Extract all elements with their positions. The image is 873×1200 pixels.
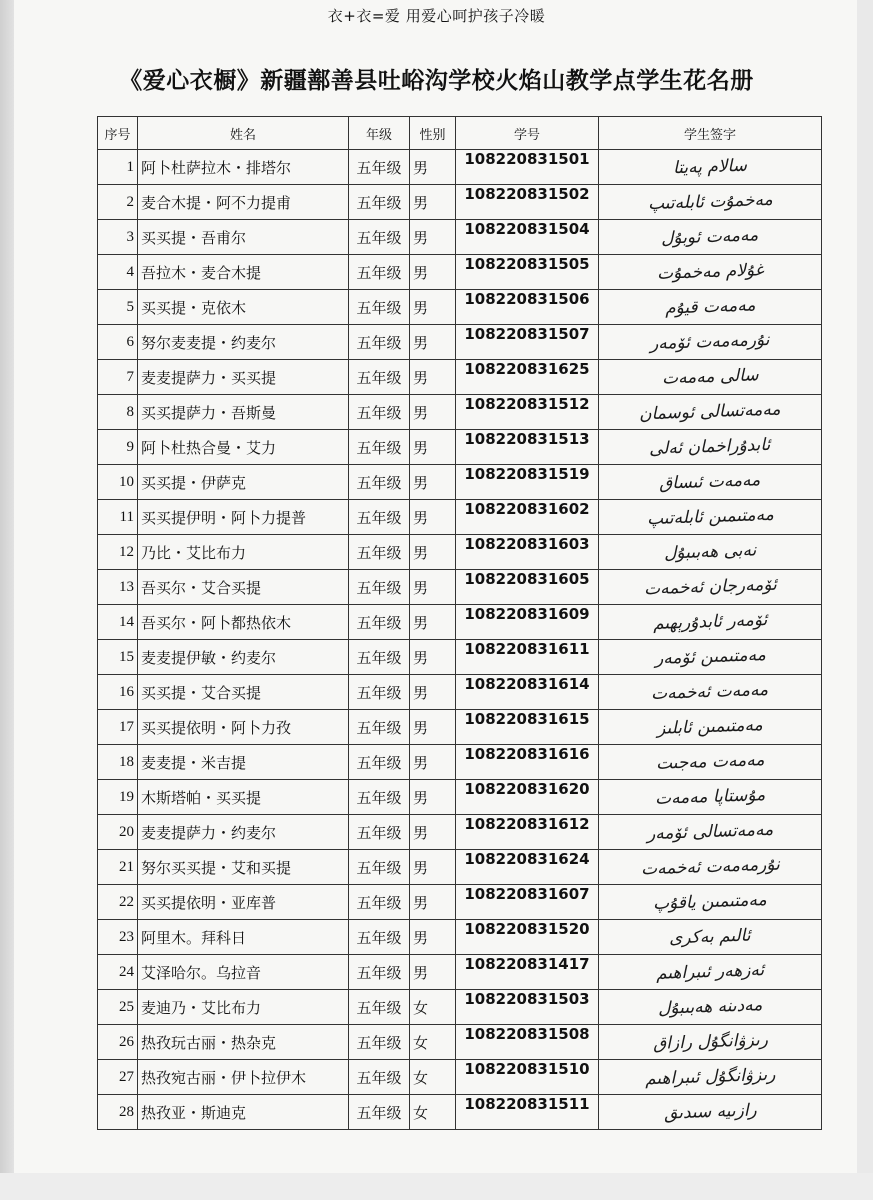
gender-cell: 男 — [410, 220, 456, 255]
gender-cell: 男 — [410, 150, 456, 185]
col-header-signature: 学生签字 — [599, 117, 822, 150]
gender-cell: 男 — [410, 535, 456, 570]
handwritten-signature: نەبى ھەبىبۇل — [663, 540, 757, 564]
handwritten-signature: ئۆمەر ئابدۇرېھىم — [652, 610, 768, 634]
handwritten-signature: نۇرمەمەت ئەخمەت — [640, 854, 780, 880]
student-name: 买买提萨力・吾斯曼 — [138, 395, 349, 430]
gender-cell: 女 — [410, 1060, 456, 1095]
grade-cell: 五年级 — [349, 570, 410, 605]
handwritten-signature: سالام پەيتا — [672, 155, 748, 179]
row-number: 2 — [98, 185, 138, 220]
signature-cell — [599, 360, 822, 395]
student-id: 108220831625 — [456, 360, 599, 395]
signature-cell — [599, 990, 822, 1025]
grade-cell: 五年级 — [349, 465, 410, 500]
gender-cell: 男 — [410, 570, 456, 605]
table-row — [98, 500, 822, 535]
handwritten-signature: نۇرمەمەت ئۆمەر — [649, 329, 771, 355]
col-header-no: 序号 — [98, 117, 138, 150]
gender-cell: 男 — [410, 920, 456, 955]
grade-cell: 五年级 — [349, 220, 410, 255]
gender-cell: 男 — [410, 605, 456, 640]
col-header-gender: 性别 — [410, 117, 456, 150]
table-row — [98, 220, 822, 255]
handwritten-signature: مەخمۇت ئابلەتىپ — [647, 189, 773, 215]
grade-cell: 五年级 — [349, 535, 410, 570]
student-name: 买买提・吾甫尔 — [138, 220, 349, 255]
signature-cell — [599, 185, 822, 220]
student-name: 热孜宛古丽・伊卜拉伊木 — [138, 1060, 349, 1095]
student-id: 108220831612 — [456, 815, 599, 850]
student-id: 108220831605 — [456, 570, 599, 605]
signature-cell — [599, 955, 822, 990]
grade-cell: 五年级 — [349, 780, 410, 815]
signature-cell — [599, 815, 822, 850]
student-name: 麦合木提・阿不力提甫 — [138, 185, 349, 220]
table-row — [98, 920, 822, 955]
handwritten-signature: مەمتىمىن ئۆمەر — [654, 645, 766, 669]
table-row — [98, 1025, 822, 1060]
signature-cell — [599, 325, 822, 360]
signature-cell — [599, 920, 822, 955]
student-name: 买买提・伊萨克 — [138, 465, 349, 500]
student-id: 108220831513 — [456, 430, 599, 465]
grade-cell: 五年级 — [349, 185, 410, 220]
grade-cell: 五年级 — [349, 1060, 410, 1095]
grade-cell: 五年级 — [349, 675, 410, 710]
row-number: 21 — [98, 850, 138, 885]
row-number: 13 — [98, 570, 138, 605]
signature-cell — [599, 780, 822, 815]
gender-cell: 男 — [410, 325, 456, 360]
signature-cell — [599, 220, 822, 255]
gender-cell: 男 — [410, 675, 456, 710]
student-id: 108220831502 — [456, 185, 599, 220]
student-id: 108220831609 — [456, 605, 599, 640]
signature-cell — [599, 570, 822, 605]
grade-cell: 五年级 — [349, 150, 410, 185]
table-row — [98, 360, 822, 395]
student-name: 阿卜杜萨拉木・排塔尔 — [138, 150, 349, 185]
student-name: 阿里木。拜科日 — [138, 920, 349, 955]
table-row — [98, 395, 822, 430]
student-name: 努尔买买提・艾和买提 — [138, 850, 349, 885]
gender-cell: 女 — [410, 1025, 456, 1060]
signature-cell — [599, 395, 822, 430]
gender-cell: 男 — [410, 500, 456, 535]
table-row — [98, 745, 822, 780]
row-number: 12 — [98, 535, 138, 570]
student-name: 麦麦提萨力・约麦尔 — [138, 815, 349, 850]
student-id: 108220831507 — [456, 325, 599, 360]
table-row — [98, 815, 822, 850]
row-number: 24 — [98, 955, 138, 990]
gender-cell: 男 — [410, 255, 456, 290]
handwritten-signature: مۇستاپا مەمەت — [654, 785, 766, 809]
student-name: 艾泽哈尔。乌拉音 — [138, 955, 349, 990]
signature-cell — [599, 640, 822, 675]
row-number: 23 — [98, 920, 138, 955]
row-number: 1 — [98, 150, 138, 185]
row-number: 9 — [98, 430, 138, 465]
student-name: 乃比・艾比布力 — [138, 535, 349, 570]
roster-body — [98, 150, 822, 1130]
grade-cell: 五年级 — [349, 640, 410, 675]
slogan: 衣+衣=爱 用爱心呵护孩子冷暖 — [327, 7, 546, 25]
gender-cell: 男 — [410, 850, 456, 885]
grade-cell: 五年级 — [349, 850, 410, 885]
handwritten-signature: رازىيە سىدىق — [663, 1100, 757, 1124]
grade-cell: 五年级 — [349, 815, 410, 850]
gender-cell: 男 — [410, 745, 456, 780]
student-id: 108220831505 — [456, 255, 599, 290]
row-number: 4 — [98, 255, 138, 290]
table-row — [98, 570, 822, 605]
student-id: 108220831512 — [456, 395, 599, 430]
signature-cell — [599, 1025, 822, 1060]
scan-bottom-edge — [0, 1173, 873, 1200]
student-name: 买买提・艾合买提 — [138, 675, 349, 710]
handwritten-signature: مەمەت ئىساق — [659, 470, 761, 494]
handwritten-signature: ئالىم بەكرى — [668, 925, 752, 949]
handwritten-signature: مەدىنە ھەبىبۇل — [657, 995, 763, 1019]
student-name: 买买提依明・亚库普 — [138, 885, 349, 920]
student-name: 麦麦提萨力・买买提 — [138, 360, 349, 395]
signature-cell — [599, 850, 822, 885]
signature-cell — [599, 150, 822, 185]
gender-cell: 男 — [410, 465, 456, 500]
row-number: 8 — [98, 395, 138, 430]
gender-cell: 男 — [410, 360, 456, 395]
table-row — [98, 780, 822, 815]
student-name: 麦麦提伊敏・约麦尔 — [138, 640, 349, 675]
gender-cell: 男 — [410, 430, 456, 465]
row-number: 22 — [98, 885, 138, 920]
row-number: 15 — [98, 640, 138, 675]
signature-cell — [599, 535, 822, 570]
grade-cell: 五年级 — [349, 500, 410, 535]
table-row — [98, 150, 822, 185]
row-number: 14 — [98, 605, 138, 640]
row-number: 16 — [98, 675, 138, 710]
handwritten-signature: مەمتىمىن ئابلەتىپ — [646, 504, 774, 530]
student-id: 108220831510 — [456, 1060, 599, 1095]
table-row — [98, 1095, 822, 1130]
student-id: 108220831614 — [456, 675, 599, 710]
signature-cell — [599, 430, 822, 465]
signature-cell — [599, 710, 822, 745]
handwritten-signature: مەمەت قيۇم — [664, 295, 756, 319]
table-row — [98, 640, 822, 675]
grade-cell: 五年级 — [349, 885, 410, 920]
student-id: 108220831504 — [456, 220, 599, 255]
table-row — [98, 1060, 822, 1095]
grade-cell: 五年级 — [349, 290, 410, 325]
handwritten-signature: مەمەتسالى ئۆمەر — [646, 819, 774, 845]
grade-cell: 五年级 — [349, 1095, 410, 1130]
student-id: 108220831603 — [456, 535, 599, 570]
row-number: 27 — [98, 1060, 138, 1095]
student-name: 木斯塔帕・买买提 — [138, 780, 349, 815]
gender-cell: 女 — [410, 1095, 456, 1130]
handwritten-signature: مەمەت ئوبۇل — [661, 225, 759, 249]
student-name: 阿卜杜热合曼・艾力 — [138, 430, 349, 465]
signature-cell — [599, 885, 822, 920]
handwritten-signature: مەمتىمىن ياقۇپ — [652, 890, 768, 914]
student-id: 108220831620 — [456, 780, 599, 815]
table-row — [98, 465, 822, 500]
grade-cell: 五年级 — [349, 745, 410, 780]
handwritten-signature: مەمەت ئەخمەت — [651, 679, 769, 705]
row-number: 25 — [98, 990, 138, 1025]
handwritten-signature: مەمەتسالى ئوسمان — [638, 399, 782, 425]
grade-cell: 五年级 — [349, 955, 410, 990]
handwritten-signature: رىزۋانگۇل ئىبراھىم — [644, 1064, 776, 1090]
student-name: 麦迪乃・艾比布力 — [138, 990, 349, 1025]
student-id: 108220831615 — [456, 710, 599, 745]
header-row — [98, 117, 822, 150]
col-header-name: 姓名 — [138, 117, 349, 150]
gender-cell: 男 — [410, 395, 456, 430]
gender-cell: 男 — [410, 290, 456, 325]
table-row — [98, 675, 822, 710]
student-name: 吾拉木・麦合木提 — [138, 255, 349, 290]
grade-cell: 五年级 — [349, 920, 410, 955]
signature-cell — [599, 255, 822, 290]
grade-cell: 五年级 — [349, 325, 410, 360]
student-id: 108220831511 — [456, 1095, 599, 1130]
row-number: 20 — [98, 815, 138, 850]
grade-cell: 五年级 — [349, 430, 410, 465]
table-row — [98, 325, 822, 360]
gender-cell: 女 — [410, 990, 456, 1025]
student-id: 108220831602 — [456, 500, 599, 535]
student-name: 热孜玩古丽・热杂克 — [138, 1025, 349, 1060]
grade-cell: 五年级 — [349, 605, 410, 640]
table-row — [98, 605, 822, 640]
student-id: 108220831520 — [456, 920, 599, 955]
signature-cell — [599, 675, 822, 710]
student-name: 麦麦提・米吉提 — [138, 745, 349, 780]
table-row — [98, 990, 822, 1025]
table-row — [98, 535, 822, 570]
student-name: 热孜亚・斯迪克 — [138, 1095, 349, 1130]
row-number: 19 — [98, 780, 138, 815]
handwritten-signature: مەمەت مەجىت — [655, 750, 765, 774]
student-name: 努尔麦麦提・约麦尔 — [138, 325, 349, 360]
student-id: 108220831503 — [456, 990, 599, 1025]
row-number: 3 — [98, 220, 138, 255]
row-number: 26 — [98, 1025, 138, 1060]
signature-cell — [599, 465, 822, 500]
student-name: 买买提・克依木 — [138, 290, 349, 325]
student-id: 108220831616 — [456, 745, 599, 780]
student-id: 108220831501 — [456, 150, 599, 185]
student-id: 108220831519 — [456, 465, 599, 500]
table-row — [98, 885, 822, 920]
handwritten-signature: ئابدۇراخمان ئەلى — [649, 434, 771, 460]
student-name: 买买提伊明・阿卜力提普 — [138, 500, 349, 535]
handwritten-signature: رىزۋانگۇل رازاق — [652, 1029, 768, 1055]
student-roster-table — [97, 116, 822, 1130]
signature-cell — [599, 290, 822, 325]
grade-cell: 五年级 — [349, 255, 410, 290]
table-row — [98, 290, 822, 325]
student-name: 买买提依明・阿卜力孜 — [138, 710, 349, 745]
grade-cell: 五年级 — [349, 710, 410, 745]
gender-cell: 男 — [410, 185, 456, 220]
gender-cell: 男 — [410, 710, 456, 745]
signature-cell — [599, 500, 822, 535]
table-row — [98, 430, 822, 465]
table-row — [98, 255, 822, 290]
scan-edge — [0, 0, 14, 1200]
gender-cell: 男 — [410, 955, 456, 990]
handwritten-signature: ئۆمەرجان ئەخمەت — [643, 574, 777, 600]
handwritten-signature: غۇلام مەخمۇت — [656, 260, 764, 284]
student-id: 108220831611 — [456, 640, 599, 675]
table-row — [98, 710, 822, 745]
handwritten-signature: مەمتىمىن ئابلىز — [656, 715, 764, 739]
col-header-grade: 年级 — [349, 117, 410, 150]
grade-cell: 五年级 — [349, 1025, 410, 1060]
gender-cell: 男 — [410, 885, 456, 920]
signature-cell — [599, 1060, 822, 1095]
row-number: 7 — [98, 360, 138, 395]
gender-cell: 男 — [410, 815, 456, 850]
grade-cell: 五年级 — [349, 360, 410, 395]
student-id: 108220831506 — [456, 290, 599, 325]
grade-cell: 五年级 — [349, 990, 410, 1025]
signature-cell — [599, 745, 822, 780]
student-id: 108220831607 — [456, 885, 599, 920]
handwritten-signature: ئەزھەر ئىبراھىم — [655, 960, 765, 984]
table-row — [98, 955, 822, 990]
student-id: 108220831417 — [456, 955, 599, 990]
student-id: 108220831624 — [456, 850, 599, 885]
row-number: 10 — [98, 465, 138, 500]
row-number: 6 — [98, 325, 138, 360]
gender-cell: 男 — [410, 640, 456, 675]
col-header-student-id: 学号 — [456, 117, 599, 150]
row-number: 5 — [98, 290, 138, 325]
row-number: 18 — [98, 745, 138, 780]
row-number: 17 — [98, 710, 138, 745]
student-name: 吾买尔・阿卜都热依木 — [138, 605, 349, 640]
student-name: 吾买尔・艾合买提 — [138, 570, 349, 605]
student-id: 108220831508 — [456, 1025, 599, 1060]
row-number: 11 — [98, 500, 138, 535]
gender-cell: 男 — [410, 780, 456, 815]
page-title: 《爱心衣橱》新疆鄯善县吐峪沟学校火焰山教学点学生花名册 — [119, 68, 754, 94]
table-row — [98, 185, 822, 220]
handwritten-signature: سالى مەمەت — [661, 365, 759, 389]
signature-cell — [599, 1095, 822, 1130]
row-number: 28 — [98, 1095, 138, 1130]
table-row — [98, 850, 822, 885]
grade-cell: 五年级 — [349, 395, 410, 430]
signature-cell — [599, 605, 822, 640]
